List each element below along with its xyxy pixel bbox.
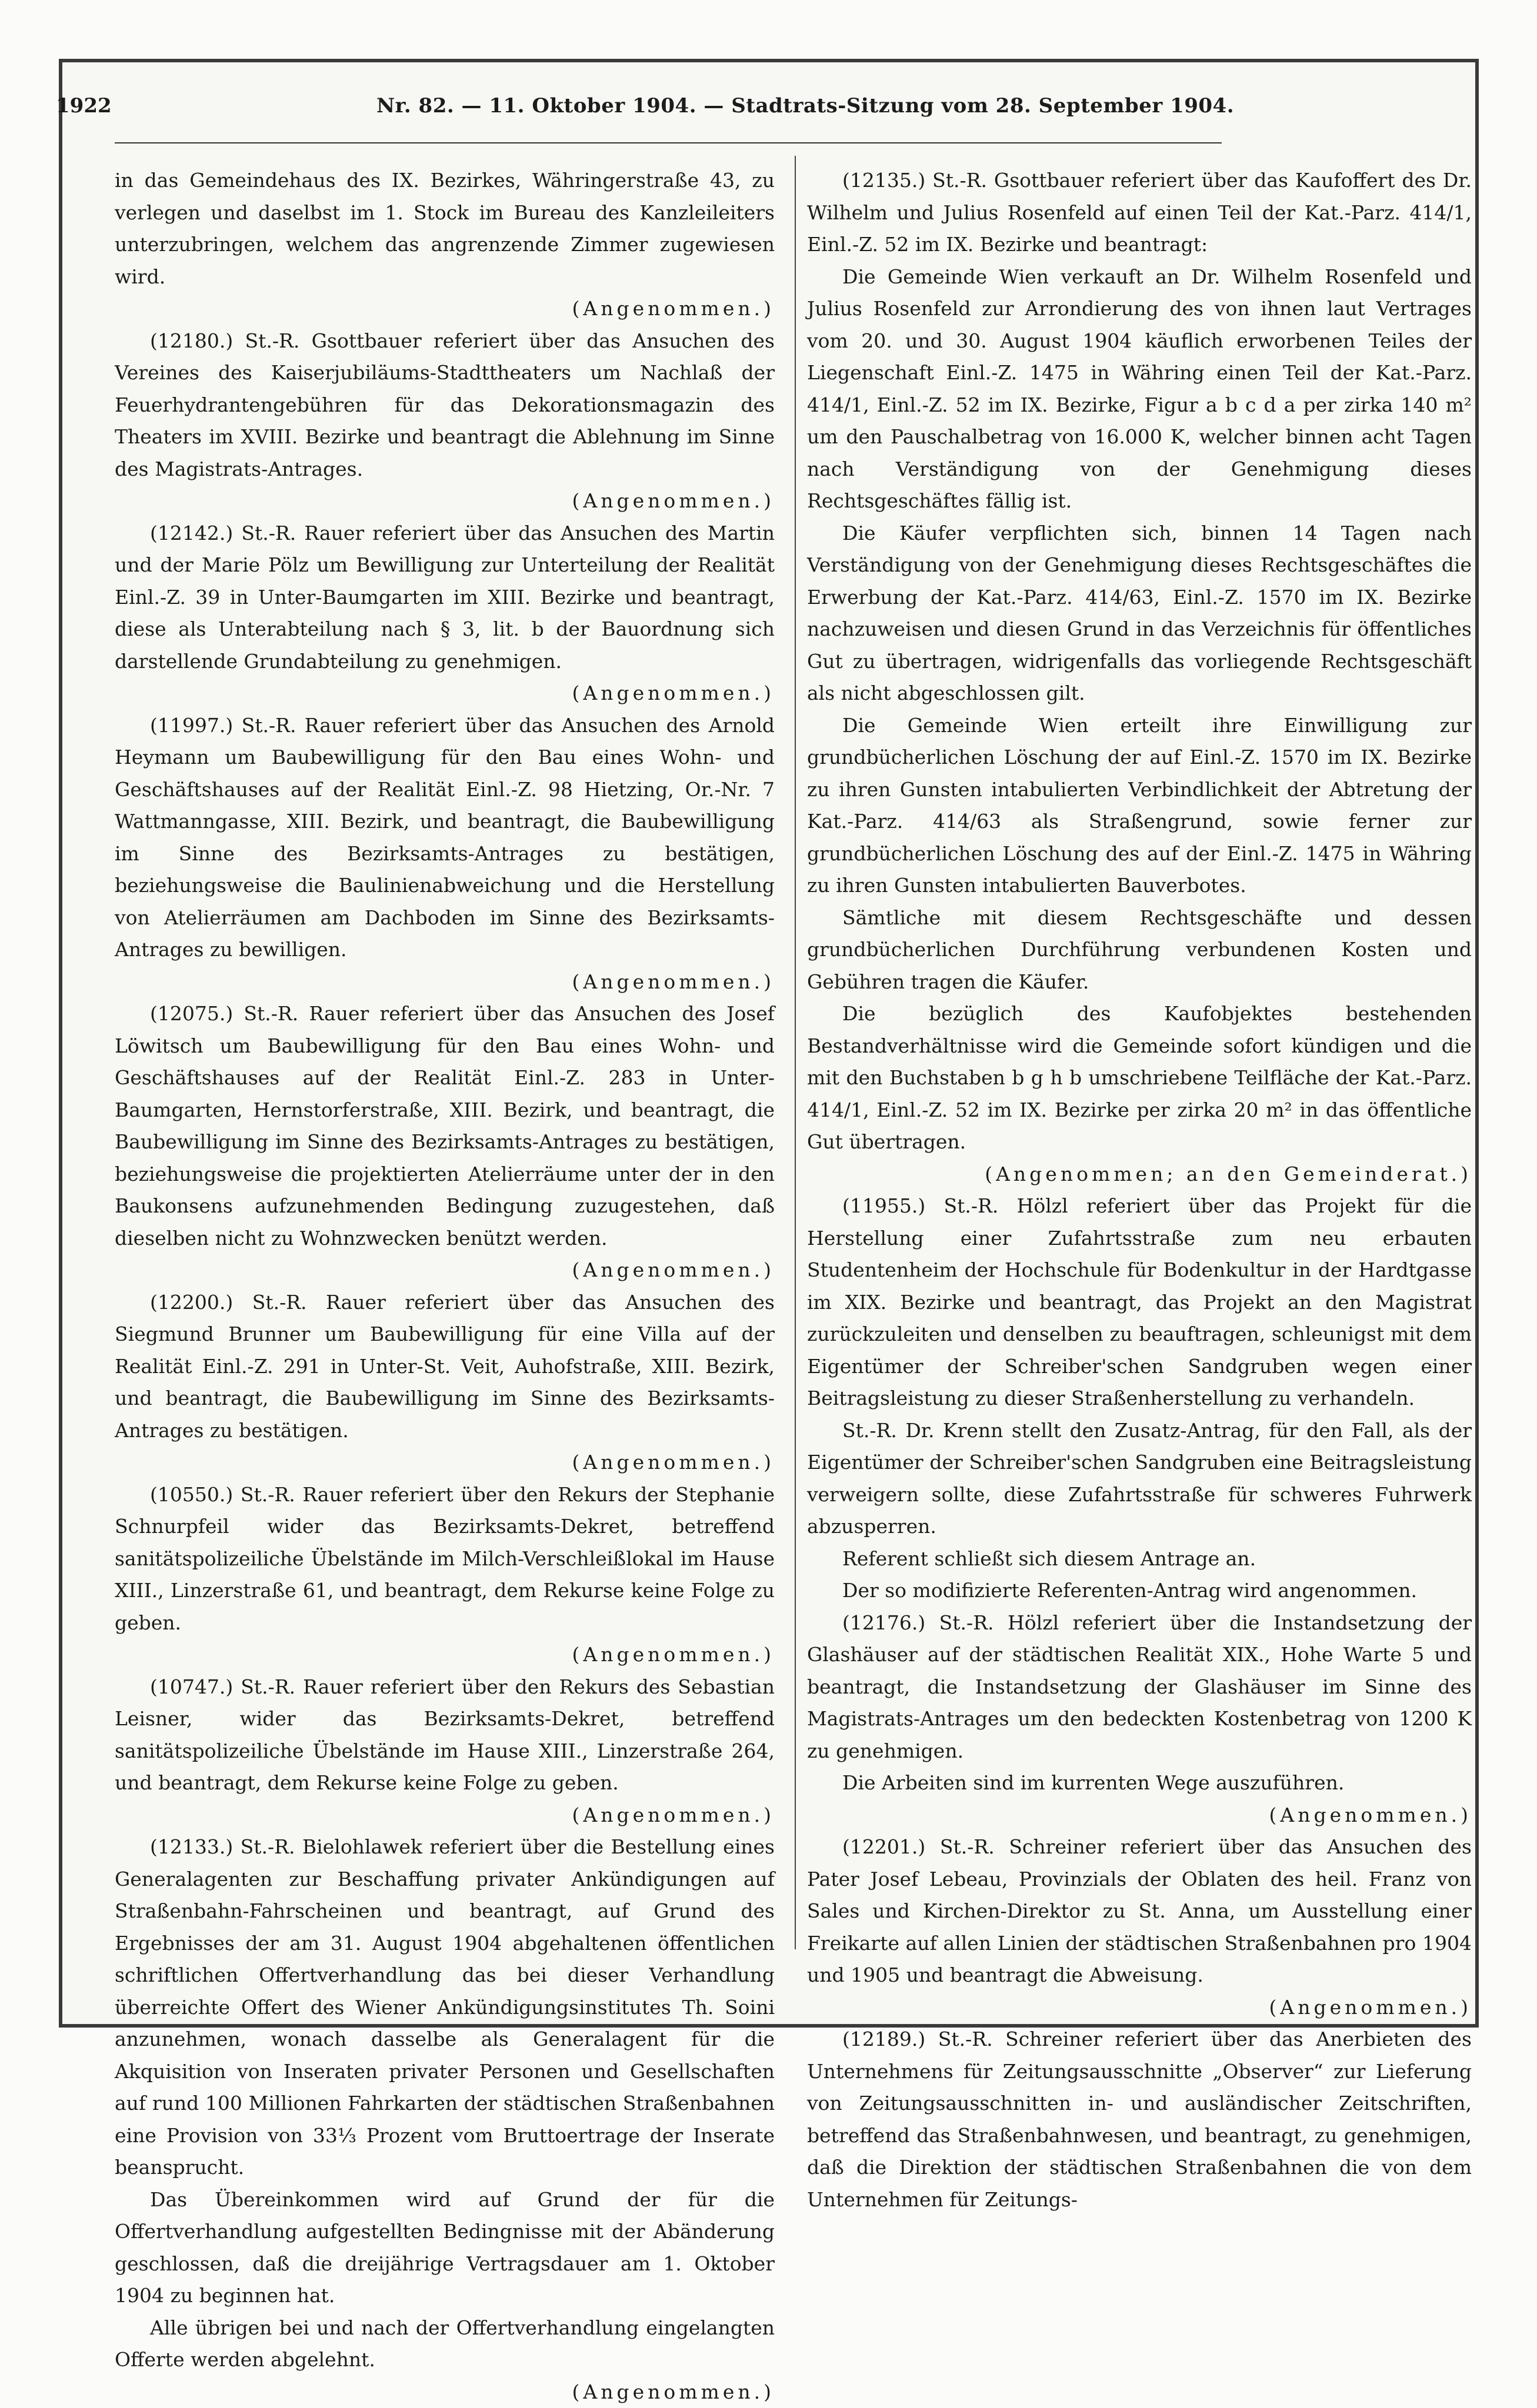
paragraph: (11955.) St.-R. Hölzl referiert über das Projekt für die Herstellung einer Zufahrtsstraße zum neu erbauten Studentenheim der Hochschule für Bodenkultur in der Hardtgasse im XIX. Bezirke und beantragt, das Projekt an den Magistrat zurückzuleiten und denselben zu beauftragen, schleunigst mit dem Eigentümer der Schreiber'schen Sandgruben wegen einer Beitragsleistung zu dieser Straßenherstellung zu verhandeln.: [807, 1190, 1472, 1415]
page-header: [56, 94, 1221, 135]
paragraph: (12133.) St.-R. Bielohlawek referiert über die Bestellung eines Generalagenten zur Beschaffung privater Ankündigungen auf Straßenbahn-Fahrscheinen und beantragt, auf Grund des Ergebnisses der am 31. August 1904 abgehaltenen öffentlichen schriftlichen Offertverhandlung das bei dieser Verhandlung überreichte Offert des Wiener Ankündigungsinstitutes Th. Soini anzunehmen, wonach dasselbe als Generalagent für die Akquisition von Inseraten privater Personen und Gesellschaften auf rund 100 Millionen Fahrkarten der städtischen Straßenbahnen eine Provision von 33⅓ Prozent vom Bruttoertrage der Inserate beansprucht.: [115, 1831, 775, 2184]
paragraph: (12142.) St.-R. Rauer referiert über das Ansuchen des Martin und der Marie Pölz um Bewilligung zur Unterteilung der Realität Einl.-Z. 39 in Unter-Baumgarten im XIII. Bezirke und beantragt, diese als Unterabteilung nach § 3, lit. b der Bauordnung sich darstellende Grundabteilung zu genehmigen.: [115, 517, 775, 678]
paragraph: (12075.) St.-R. Rauer referiert über das Ansuchen des Josef Löwitsch um Baubewilligung für den Bau eines Wohn- und Geschäftshauses auf der Realität Einl.-Z. 283 in Unter-Baumgarten, Hernstorferstraße, XIII. Bezirk, und beantragt, die Baubewilligung im Sinne des Bezirksamts-Antrages zu bestätigen, beziehungsweise die projektierten Atelierräume unter der in den Baukonsens aufzunehmenden Bedingung zuzugestehen, daß dieselben nicht zu Wohnzwecken benützt werden.: [115, 998, 775, 1254]
verdict: (Angenommen.): [115, 1639, 775, 1671]
paragraph: Alle übrigen bei und nach der Offertverhandlung eingelangten Offerte werden abgelehnt.: [115, 2312, 775, 2376]
verdict: (Angenommen.): [807, 1992, 1472, 2024]
verdict: (Angenommen; an den Gemeinderat.): [807, 1158, 1472, 1191]
paragraph: (12180.) St.-R. Gsottbauer referiert über das Ansuchen des Vereines des Kaiserjubiläums-Stadttheaters um Nachlaß der Feuerhydrantengebühren für das Dekorationsmagazin des Theaters im XVIII. Bezirke und beantragt die Ablehnung im Sinne des Magistrats-Antrages.: [115, 325, 775, 486]
verdict: (Angenommen.): [115, 1447, 775, 1479]
paragraph: Die Käufer verpflichten sich, binnen 14 Tagen nach Verständigung von der Genehmigung dieses Rechtsgeschäftes die Erwerbung der Kat.-Parz. 414/63, Einl.-Z. 1570 im IX. Bezirke nachzuweisen und diesen Grund in das Verzeichnis für öffentliches Gut zu übertragen, widrigenfalls das vorliegende Rechtsgeschäft als nicht abgeschlossen gilt.: [807, 517, 1472, 710]
paragraph: Das Übereinkommen wird auf Grund der für die Offertverhandlung aufgestellten Bedingnisse mit der Abänderung geschlossen, daß die dreijährige Vertragsdauer am 1. Oktober 1904 zu beginnen hat.: [115, 2184, 775, 2312]
header-title: Nr. 82. — 11. Oktober 1904. — Stadtrats-Sitzung vom 28. September 1904.: [376, 94, 1234, 118]
verdict: (Angenommen.): [115, 966, 775, 998]
paragraph: (12201.) St.-R. Schreiner referiert über das Ansuchen des Pater Josef Lebeau, Provinzials der Oblaten des heil. Franz von Sales und Kirchen-Direktor zu St. Anna, um Ausstellung einer Freikarte auf allen Linien der städtischen Straßenbahnen pro 1904 und 1905 und beantragt die Abweisung.: [807, 1831, 1472, 1992]
verdict: (Angenommen.): [115, 485, 775, 517]
paragraph: (12200.) St.-R. Rauer referiert über das Ansuchen des Siegmund Brunner um Baubewilligung für eine Villa auf der Realität Einl.-Z. 291 in Unter-St. Veit, Auhofstraße, XIII. Bezirk, und beantragt, die Baubewilligung im Sinne des Bezirksamts-Antrages zu bestätigen.: [115, 1287, 775, 1447]
paragraph: (12176.) St.-R. Hölzl referiert über die Instandsetzung der Glashäuser auf der städtischen Realität XIX., Hohe Warte 5 und beantragt, die Instandsetzung der Glashäuser im Sinne des Magistrats-Antrages um den bedeckten Kostenbetrag von 1200 K zu genehmigen.: [807, 1607, 1472, 1768]
verdict: (Angenommen.): [115, 677, 775, 710]
paragraph: (10550.) St.-R. Rauer referiert über den Rekurs der Stephanie Schnurpfeil wider das Bezirksamts-Dekret, betreffend sanitätspolizeiliche Übelstände im Milch-Verschleißlokal im Hause XIII., Linzerstraße 61, und beantragt, dem Rekurse keine Folge zu geben.: [115, 1479, 775, 1639]
paragraph: Der so modifizierte Referenten-Antrag wird angenommen.: [807, 1575, 1472, 1607]
verdict: (Angenommen.): [115, 293, 775, 325]
paragraph: (12189.) St.-R. Schreiner referiert über das Anerbieten des Unternehmens für Zeitungsausschnitte „Observer“ zur Lieferung von Zeitungsausschnitten in- und ausländischer Zeitschriften, betreffend das Straßenbahnwesen, und beantragt, zu genehmigen, daß die Direktion der städtischen Straßenbahnen die von dem Unternehmen für Zeitungs-: [807, 2023, 1472, 2216]
paragraph: Die Gemeinde Wien erteilt ihre Einwilligung zur grundbücherlichen Löschung der auf Einl.-Z. 1570 im IX. Bezirke zu ihren Gunsten intabulierten Verbindlichkeit der Abtretung der Kat.-Parz. 414/63 als Straßengrund, sowie ferner zur grundbücherlichen Löschung des auf der Einl.-Z. 1475 in Währing zu ihren Gunsten intabulierten Bauverbotes.: [807, 710, 1472, 902]
paragraph: Die Gemeinde Wien verkauft an Dr. Wilhelm Rosenfeld und Julius Rosenfeld zur Arrondierung des von ihnen laut Vertrages vom 20. und 30. August 1904 käuflich erworbenen Teiles der Liegenschaft Einl.-Z. 1475 in Währing einen Teil der Kat.-Parz. 414/1, Einl.-Z. 52 im IX. Bezirke, Figur a b c d a per zirka 140 m² um den Pauschalbetrag von 16.000 K, welcher binnen acht Tagen nach Verständigung von der Genehmigung dieses Rechtsgeschäftes fällig ist.: [807, 261, 1472, 517]
column-divider: [795, 156, 796, 1949]
verdict: (Angenommen.): [807, 1799, 1472, 1832]
paragraph: in das Gemeindehaus des IX. Bezirkes, Währingerstraße 43, zu verlegen und daselbst im 1. Stock im Bureau des Kanzleileiters unterzubringen, welchem das angrenzende Zimmer zugewiesen wird.: [115, 165, 775, 293]
paragraph: Die bezüglich des Kaufobjektes bestehenden Bestandverhältnisse wird die Gemeinde sofort kündigen und die mit den Buchstaben b g h b umschriebene Teilfläche der Kat.-Parz. 414/1, Einl.-Z. 52 im IX. Bezirke per zirka 20 m² in das öffentliche Gut übertragen.: [807, 998, 1472, 1158]
page-number: 1922: [56, 94, 112, 118]
right-column: [807, 165, 1472, 2216]
paragraph: Die Arbeiten sind im kurrenten Wege auszuführen.: [807, 1767, 1472, 1799]
verdict: (Angenommen.): [115, 1799, 775, 1832]
left-column: [115, 165, 775, 2408]
paragraph: St.-R. Dr. Krenn stellt den Zusatz-Antrag, für den Fall, als der Eigentümer der Schreiber'schen Sandgruben eine Beitragsleistung verweigern sollte, diese Zufahrtsstraße für schweres Fuhrwerk abzusperren.: [807, 1415, 1472, 1543]
paragraph: (12135.) St.-R. Gsottbauer referiert über das Kaufoffert des Dr. Wilhelm und Julius Rosenfeld auf einen Teil der Kat.-Parz. 414/1, Einl.-Z. 52 im IX. Bezirke und beantragt:: [807, 165, 1472, 261]
paragraph: Sämtliche mit diesem Rechtsgeschäfte und dessen grundbücherlichen Durchführung verbundenen Kosten und Gebühren tragen die Käufer.: [807, 902, 1472, 998]
header-rule: [115, 142, 1222, 143]
paragraph: Referent schließt sich diesem Antrage an.: [807, 1543, 1472, 1575]
paragraph: (10747.) St.-R. Rauer referiert über den Rekurs des Sebastian Leisner, wider das Bezirksamts-Dekret, betreffend sanitätspolizeiliche Übelstände im Hause XIII., Linzerstraße 264, und beantragt, dem Rekurse keine Folge zu geben.: [115, 1671, 775, 1799]
paragraph: (11997.) St.-R. Rauer referiert über das Ansuchen des Arnold Heymann um Baubewilligung für den Bau eines Wohn- und Geschäftshauses auf der Realität Einl.-Z. 98 Hietzing, Or.-Nr. 7 Wattmanngasse, XIII. Bezirk, und beantragt, die Baubewilligung im Sinne des Bezirksamts-Antrages zu bestätigen, beziehungsweise die Baulinienabweichung und die Herstellung von Atelierräumen am Dachboden im Sinne des Bezirksamts-Antrages zu bewilligen.: [115, 710, 775, 966]
verdict: (Angenommen.): [115, 2376, 775, 2408]
verdict: (Angenommen.): [115, 1254, 775, 1287]
